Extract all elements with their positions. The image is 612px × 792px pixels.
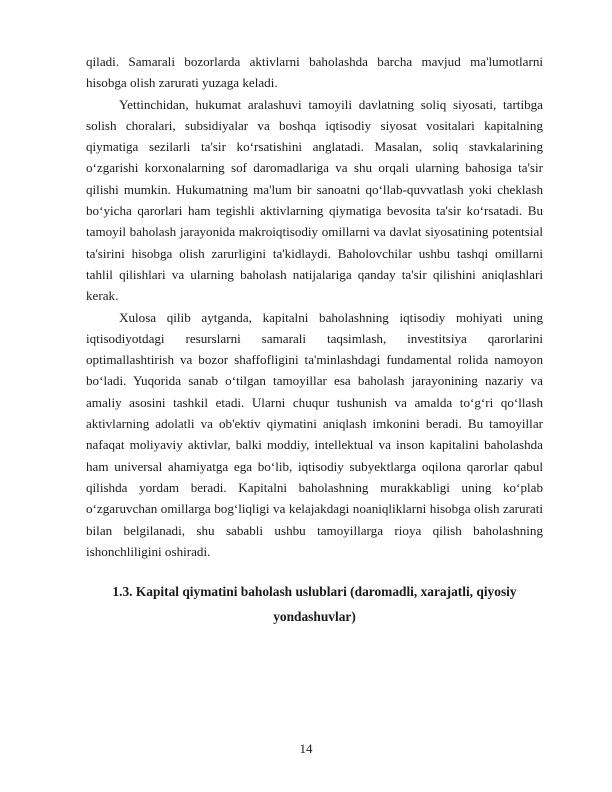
page-body [86, 51, 543, 629]
section-heading: 1.3. Kapital qiymatini baholash uslublari (daromadli, xarajatli, qiyosiy yondashuvlar) [112, 584, 517, 625]
paragraph-conclusion: Xulosa qilib aytganda, kapitalni baholashning iqtisodiy mohiyati uning iqtisodiyotdagi resurslarni samarali taqsimlash, investitsiya qarorlarini optimallashtirish va bozor shaffofligini ta'minlashdagi fundamental rolida namoyon boʻladi. Yuqorida sanab oʻtilgan tamoyillar esa baholash jarayonining nazariy va amaliy asosini tashkil etadi. Ularni chuqur tushunish va amalda toʻgʻri qoʻllash aktivlarning adolatli va ob'ektiv qiymatini aniqlash imkonini beradi. Bu tamoyillar nafaqat moliyaviy aktivlar, balki moddiy, intellektual va inson kapitalini baholashda ham universal ahamiyatga ega boʻlib, iqtisodiy subyektlarga oqilona qarorlar qabul qilishda yordam beradi. Kapitalni baholashning murakkabligi uning koʻplab oʻzgaruvchan omillarga bogʻliqligi va kelajakdagi noaniqliklarni hisobga olish zarurati bilan belgilanadi, shu sababli ushbu tamoyillarga rioya qilish baholashning ishonchliligini oshiradi. [86, 309, 543, 559]
paragraph-continuation: qiladi. Samarali bozorlarda aktivlarni baholashda barcha mavjud ma'lumotlarni hisobga olish zarurati yuzaga keladi. [86, 54, 543, 91]
page-number: 14 [299, 741, 313, 756]
paragraph-government-intervention: Yettinchidan, hukumat aralashuvi tamoyili davlatning soliq siyosati, tartibga solish choralari, subsidiyalar va boshqa iqtisodiy siyosat vositalari kapitalning qiymatiga sezilarli ta'sir koʻrsatishini anglatadi. Masalan, soliq stavkalarining oʻzgarishi korxonalarning sof daromadlariga va shu orqali ularning bahosiga ta'sir qilishi mumkin. Hukumatning ma'lum bir sanoatni qoʻllab-quvvatlash yoki cheklash boʻyicha qarorlari ham tegishli aktivlarning qiymatiga bevosita ta'sir koʻrsatadi. Bu tamoyil baholash jarayonida makroiqtisodiy omillarni va davlat siyosatining potentsial ta'sirini hisobga olish zarurligini ta'kidlaydi. Baholovchilar ushbu tashqi omillarni tahlil qilishlari va ularning baholash natijalariga qanday ta'sir qilishini aniqlashlari kerak. [86, 96, 543, 304]
